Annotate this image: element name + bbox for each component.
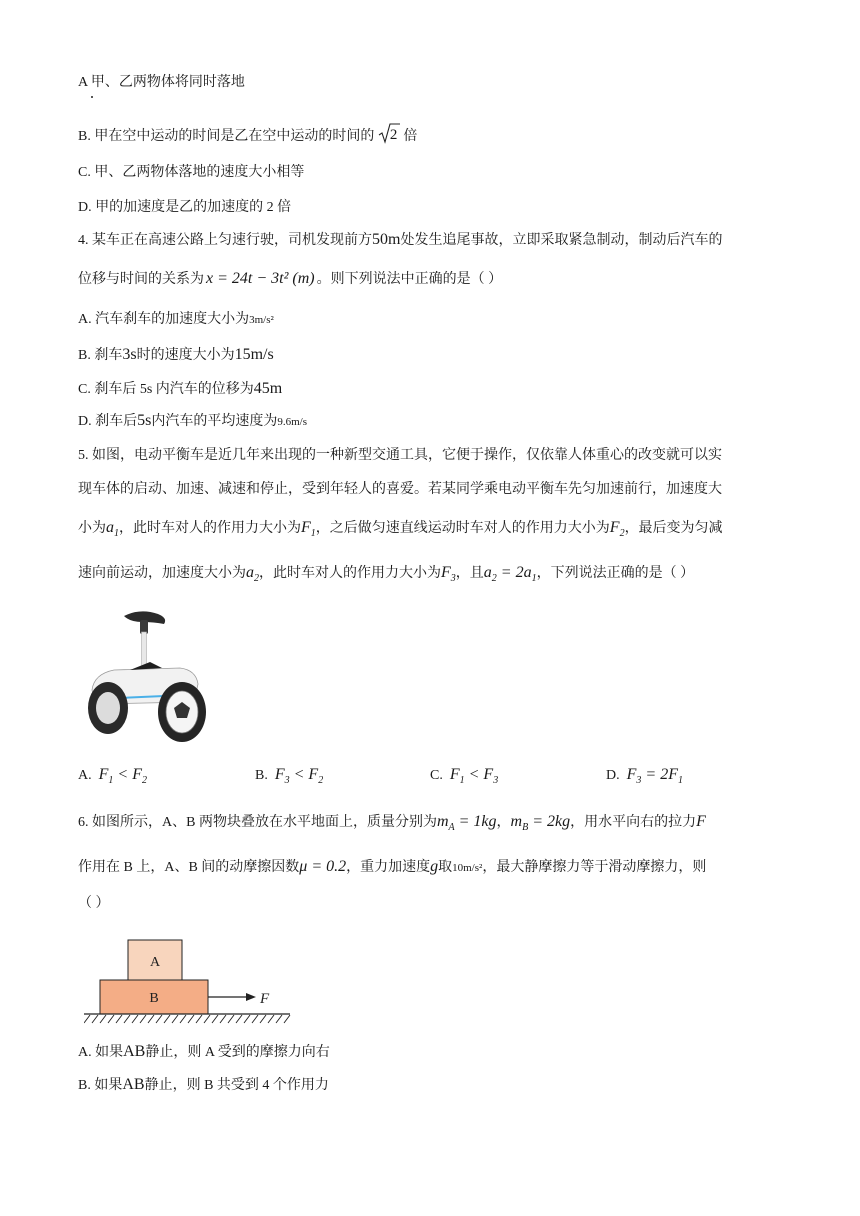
q4-option-b-time: 3s — [122, 346, 137, 363]
q5-a2: $a_2$ — [246, 564, 259, 585]
ground-hatch — [84, 1015, 290, 1023]
q5-option-a-label: A. — [78, 768, 92, 783]
block-b-label: B — [149, 991, 159, 1006]
q5-text: 小为 — [78, 521, 106, 536]
arrowhead-icon — [246, 993, 256, 1001]
q6-text-3: 作用在 B 上，A、B 间的动摩擦因数 — [78, 860, 300, 875]
q5-option-b-label: B. — [255, 768, 268, 783]
q4-option-c — [78, 379, 282, 400]
q6-text: 6. 如图所示，A、B 两物块叠放在水平地面上，质量分别为 — [78, 815, 437, 830]
q3-option-b-text: B. 甲在空中运动的时间是乙在空中运动的时间的 — [78, 129, 375, 144]
q3-option-b — [78, 124, 417, 147]
q5-stem-line2: 现车体的启动、加速、减速和停止，受到年轻人的喜爱。若某同学乘电动平衡车先匀加速前行，加速度大 — [78, 482, 722, 497]
q4-option-d-value: 9.6m/s — [277, 416, 308, 428]
q3-option-b-suffix: 倍 — [403, 129, 418, 144]
q5-option-c-label: C. — [430, 768, 443, 783]
q6-option-b-ab: AB — [122, 1076, 145, 1093]
q6-g-value: 10m/s² — [452, 862, 483, 874]
q6-option-a-text-2: 静止，则 A 受到的摩擦力向右 — [145, 1045, 330, 1060]
q6-mu: μ = 0.2 — [299, 858, 347, 875]
q5-option-b-expr: $F_3 < F_2$ — [274, 766, 324, 787]
q6-text-6: ，最大静摩擦力等于滑动摩擦力，则 — [482, 860, 707, 875]
q6-option-a-text: A. 如果 — [78, 1045, 124, 1060]
q6-option-b-text: B. 如果 — [78, 1078, 123, 1093]
q5-f3: $F_3$ — [441, 564, 456, 585]
q6-stem-line3: （ ） — [78, 896, 110, 911]
q6-text-5: 取 — [438, 860, 453, 875]
q4-option-d-text: D. 刹车后 — [78, 414, 138, 429]
q4-stem-text-4: 。则下列说法中正确的是（ ） — [316, 272, 503, 287]
balance-scooter-image — [84, 604, 212, 746]
q5-text-2: ，此时车对人的作用力大小为 — [119, 521, 301, 536]
q4-stem-line2 — [78, 269, 502, 290]
block-a-label: A — [149, 955, 161, 970]
q6-text-2: ，用水平向右的拉力 — [570, 815, 697, 830]
q4-option-b — [78, 345, 274, 366]
q5-option-b — [255, 766, 323, 786]
q3-option-d: D. 甲的加速度是乙的加速度的 2 倍 — [78, 200, 292, 215]
q5-stem-line1: 5. 如图，电动平衡车是近几年来出现的一种新型交通工具，它便于操作，仅依靠人体重心的改变就可以实 — [78, 448, 722, 463]
q4-option-d — [78, 411, 307, 432]
q5-text-4: ，最后变为匀减 — [624, 521, 723, 536]
q4-option-a — [78, 310, 274, 330]
q5-text-8: ，下列说法正确的是（ ） — [536, 566, 695, 581]
q5-option-d — [606, 766, 683, 786]
q5-option-c — [430, 766, 498, 786]
q5-text-6: ，此时车对人的作用力大小为 — [259, 566, 441, 581]
q6-stem-line1 — [78, 812, 706, 838]
q4-stem-text-3: 位移与时间的关系为 — [78, 272, 204, 287]
q6-option-a-ab: AB — [123, 1043, 146, 1060]
q6-mass-a: $m_A = 1kg$ — [436, 813, 497, 834]
q6-g: g — [430, 858, 439, 875]
q6-text-4: ，重力加速度 — [346, 860, 431, 875]
q6-option-a — [78, 1042, 330, 1063]
q5-stem-line3 — [78, 518, 723, 544]
q5-text-7: ，且 — [455, 566, 484, 581]
q5-option-a-expr: $F_1 < F_2$ — [98, 766, 147, 787]
q6-stem-line2 — [78, 857, 706, 878]
q4-option-b-text-2: 时的速度大小为 — [136, 348, 235, 363]
sqrt-value: 2 — [389, 127, 398, 143]
blocks-diagram — [84, 938, 294, 1028]
emphasis-dot — [91, 96, 93, 98]
force-label: F — [260, 991, 270, 1007]
q5-a1: $a_1$ — [106, 519, 119, 540]
q4-option-a-text: A. 汽车刹车的加速度大小为 — [78, 312, 250, 327]
q5-text-3: ，之后做匀速直线运动时车对人的作用力大小为 — [315, 521, 610, 536]
q4-option-c-text: C. 刹车后 5s 内汽车的位移为 — [78, 382, 254, 397]
q4-option-a-value: 3m/s² — [249, 314, 274, 326]
q4-stem-line1 — [78, 230, 722, 251]
q4-distance: 50m — [372, 231, 401, 248]
q5-stem-line4 — [78, 563, 694, 589]
sqrt-icon — [378, 124, 400, 144]
q4-stem-text: 4. 某车正在高速公路上匀速行驶，司机发现前方 — [78, 233, 372, 248]
q6-mass-b: $m_B = 2kg$ — [510, 813, 571, 834]
q5-text-5: 速向前运动，加速度大小为 — [78, 566, 246, 581]
q6-option-b-text-2: 静止，则 B 共受到 4 个作用力 — [144, 1078, 329, 1093]
q4-option-b-value: 15m/s — [234, 346, 274, 363]
q6-force-f: F — [696, 813, 706, 830]
q4-option-b-text: B. 刹车 — [78, 348, 123, 363]
q4-option-d-text-2: 内汽车的平均速度为 — [151, 414, 278, 429]
q4-formula: x = 24t − 3t² (m) — [206, 270, 315, 287]
q4-option-c-value: 45m — [253, 380, 283, 397]
q6-comma: ， — [496, 815, 511, 830]
q4-stem-text-2: 处发生追尾事故，立即采取紧急制动，制动后汽车的 — [400, 233, 723, 248]
q5-option-d-expr: $F_3 = 2F_1$ — [626, 766, 683, 787]
q5-option-c-expr: $F_1 < F_3$ — [449, 766, 499, 787]
q5-option-a — [78, 766, 147, 786]
q5-f2: $F_2$ — [609, 519, 625, 540]
q3-option-c: C. 甲、乙两物体落地的速度大小相等 — [78, 165, 305, 180]
q6-option-b — [78, 1075, 329, 1096]
q5-relation: $a_2 = 2a_1$ — [483, 564, 537, 585]
q3-option-a: A 甲、乙两物体将同时落地 — [78, 75, 245, 90]
q5-option-d-label: D. — [606, 768, 620, 783]
q5-f1: $F_1$ — [301, 519, 316, 540]
q4-option-d-time: 5s — [137, 412, 152, 429]
